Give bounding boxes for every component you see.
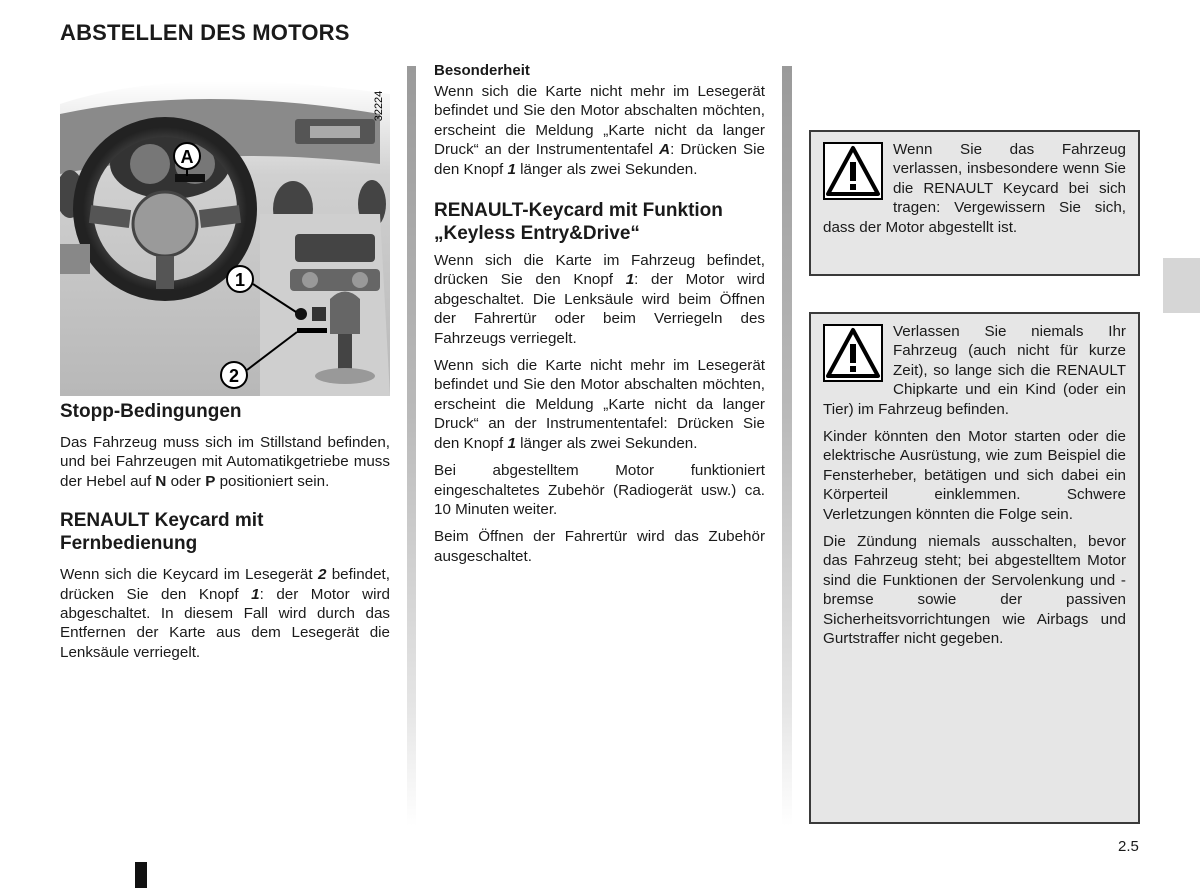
- keyless-text-1: Wenn sich die Karte im Fahrzeug befindet, drücken Sie den Knopf 1: der Motor wird abgeschaltet. Die Lenksäule wird beim Öffnen der Fahrertür oder beim Verriegeln des Fahrzeugs verriegelt.: [434, 252, 766, 347]
- page-number: 2.5: [1118, 838, 1139, 855]
- stop-conditions-text: Das Fahrzeug muss sich im Stillstand befinden, und bei Fahrzeugen mit Automatikgetriebe muss der Hebel auf N oder P positioniert sein.: [60, 434, 390, 490]
- dashboard-illustration: [60, 64, 390, 396]
- warning-triangle-icon: [823, 142, 883, 200]
- middle-column: [434, 62, 765, 574]
- label-2: 2: [228, 366, 240, 386]
- column-divider: [407, 66, 416, 826]
- keycard-remote-heading: RENAULT Keycard mit Fernbedienung: [60, 510, 264, 555]
- keyless-text-3: Bei abgestelltem Motor funktioniert eingeschaltetes Zubehör (Radiogerät usw.) ca. 10 Minuten weiter.: [434, 462, 765, 518]
- label-a: A: [180, 147, 194, 167]
- warning-text-3: Kinder könnten den Motor starten oder die elektrische Ausrüstung, wie zum Beispiel die Fensterheber, betätigen und sich dabei ein Körperteil einklemmen. Schwere Verletzungen könnten die Folge sein.: [823, 428, 1126, 523]
- keyless-text-4: Beim Öffnen der Fahrertür wird das Zubehör ausgeschaltet.: [434, 528, 765, 565]
- warning-text-4: Die Zündung niemals ausschalten, bevor das Fahrzeug steht; bei abgestelltem Motor sind die Funktionen der Servolenkung und -bremse sowie der passiven Sicherheitsvorrichtungen wie Airbags und Gurtstraffer nicht gegeben.: [823, 533, 1126, 648]
- keycard-remote-text: Wenn sich die Keycard im Lesegerät 2 befindet, drücken Sie den Knopf 1: der Motor wird abgeschaltet. In diesem Fall wird durch das Entfernen der Karte aus dem Lesegerät die Lenksäule verriegelt.: [60, 566, 390, 661]
- chapter-tab: [1163, 258, 1200, 313]
- column-divider: [782, 66, 792, 826]
- warning-triangle-icon: [823, 324, 883, 382]
- left-column: [60, 400, 390, 670]
- bottom-marker: [135, 862, 147, 888]
- page-title: ABSTELLEN DES MOTORS: [60, 20, 350, 45]
- warning-box-child: [809, 312, 1140, 824]
- special-text: Wenn sich die Karte nicht mehr im Lesegerät befindet und Sie den Motor abschalten möchten, erscheint die Meldung „Karte nicht da langer Druck“ an der Instrumententafel A: Drücken Sie den Knopf 1 länger als zwei Sekunden.: [434, 83, 765, 178]
- warning-text-2: Verlassen Sie niemals Ihr Fahrzeug (auch nicht für kurze Zeit), so lange sich die RENAULT Chipkarte und ein Kind (oder ein Tier) im Fahrzeug befinden.: [823, 323, 1126, 418]
- label-1: 1: [234, 270, 246, 290]
- warning-text-1: Wenn Sie das Fahrzeug verlassen, insbesondere wenn Sie die RENAULT Keycard bei sich tragen: Vergewissern Sie sich, dass der Motor abgestellt ist.: [823, 141, 1126, 236]
- warning-box-vehicle-exit: [809, 130, 1140, 276]
- stop-conditions-heading: Stopp-Bedingungen: [60, 401, 242, 422]
- special-heading: Besonderheit: [434, 62, 530, 79]
- keyless-text-2: Wenn sich die Karte nicht mehr im Lesegerät befindet und Sie den Motor abschalten möchten, erscheint die Meldung „Karte nicht da langer Druck“ an der Instrumententafel: Drücken Sie den Knopf 1 länger als zwei Sekunden.: [434, 357, 765, 452]
- keyless-heading: RENAULT-Keycard mit Funktion „Keyless Entry&Drive“: [434, 200, 723, 245]
- figure-number: 32224: [373, 90, 385, 122]
